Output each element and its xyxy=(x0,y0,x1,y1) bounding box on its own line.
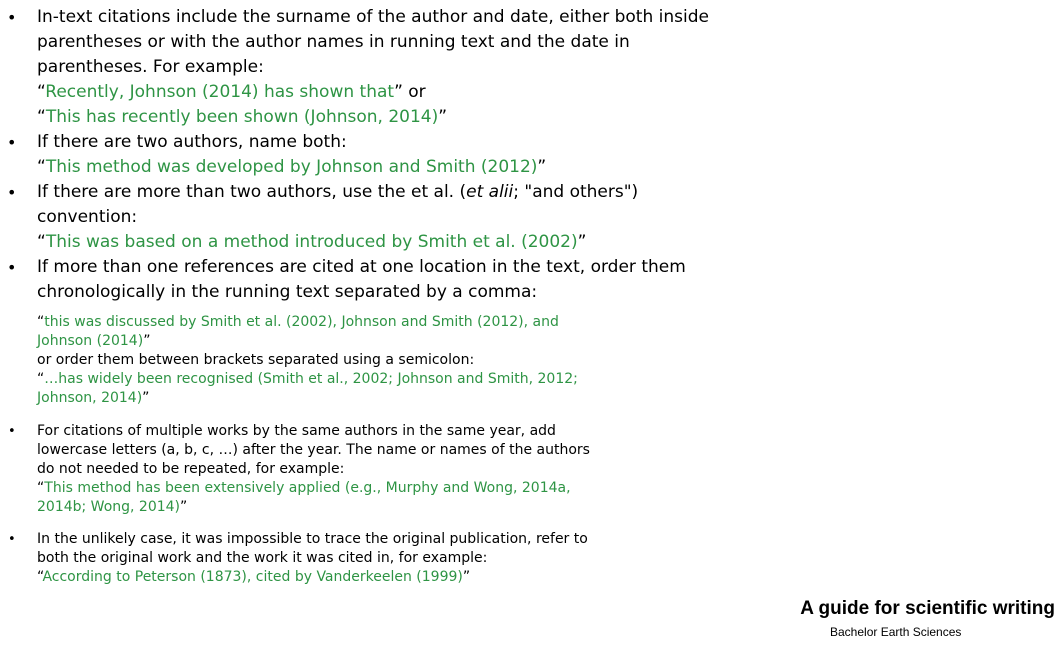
example-line: “This was based on a method introduced by Smith et al. (2002)” xyxy=(37,232,587,252)
example-line: “this was discussed by Smith et al. (2002), Johnson and Smith (2012), and xyxy=(37,314,559,330)
item-text: or order them between brackets separated using a semicolon: xyxy=(37,352,475,368)
example-line: “According to Peterson (1873), cited by Vanderkeelen (1999)” xyxy=(37,569,471,585)
bullet: • xyxy=(8,532,16,547)
item-text: do not needed to be repeated, for example: xyxy=(37,461,345,477)
bullet: • xyxy=(7,258,17,277)
item-text: If there are more than two authors, use the et al. (et alii; "and others") xyxy=(37,182,639,202)
bullet: • xyxy=(7,183,17,202)
footer-title: A guide for scientific writing xyxy=(800,598,1055,619)
item-text: For citations of multiple works by the same authors in the same year, add xyxy=(37,423,556,439)
list-item xyxy=(8,530,797,587)
item-text: parentheses or with the author names in running text and the date in xyxy=(37,32,630,52)
example-line: “This method has been extensively applied (e.g., Murphy and Wong, 2014a, xyxy=(37,480,571,496)
example-quote: this was discussed by Smith et al. (2002), Johnson and Smith (2012), and xyxy=(44,314,559,330)
bullet: • xyxy=(7,133,17,152)
bullet: • xyxy=(7,8,17,27)
latin-term: et alii xyxy=(466,182,514,202)
example-line: “…has widely been recognised (Smith et al., 2002; Johnson and Smith, 2012; xyxy=(37,371,578,387)
item-text: lowercase letters (a, b, c, …) after the year. The name or names of the authors xyxy=(37,442,590,458)
example-line: “Recently, Johnson (2014) has shown that” or xyxy=(37,82,426,102)
bullet: • xyxy=(8,424,16,439)
item-text: If more than one references are cited at one location in the text, order them xyxy=(37,257,686,277)
example-quote: Recently, Johnson (2014) has shown that xyxy=(45,82,395,102)
example-quote: Johnson (2014) xyxy=(37,333,144,349)
item-text: If there are two authors, name both: xyxy=(37,132,347,152)
item-text: convention: xyxy=(37,207,138,227)
item-text: both the original work and the work it was cited in, for example: xyxy=(37,550,488,566)
list-item xyxy=(8,422,797,517)
item-text: parentheses. For example: xyxy=(37,57,264,77)
example-quote: 2014b; Wong, 2014) xyxy=(37,499,181,515)
example-quote: According to Peterson (1873), cited by Vanderkeelen (1999) xyxy=(42,569,463,585)
example-line: “This method was developed by Johnson and Smith (2012)” xyxy=(37,157,547,177)
footer-subtitle: Bachelor Earth Sciences xyxy=(830,625,962,639)
example-line: “This has recently been shown (Johnson, 2014)” xyxy=(37,107,448,127)
example-block xyxy=(37,313,797,408)
example-quote: This method was developed by Johnson and Smith (2012) xyxy=(45,157,538,177)
example-quote: Johnson, 2014) xyxy=(37,390,143,406)
item-text: In the unlikely case, it was impossible to trace the original publication, refer to xyxy=(37,531,588,547)
example-quote: This method has been extensively applied (e.g., Murphy and Wong, 2014a, xyxy=(44,480,571,496)
example-quote: …has widely been recognised (Smith et al., 2002; Johnson and Smith, 2012; xyxy=(44,371,578,387)
list-item xyxy=(7,130,797,180)
example-line: Johnson (2014)” xyxy=(37,333,151,349)
item-text: In-text citations include the surname of the author and date, either both inside xyxy=(37,7,709,27)
example-quote: This was based on a method introduced by Smith et al. (2002) xyxy=(45,232,578,252)
example-line: Johnson, 2014)” xyxy=(37,390,150,406)
example-quote: This has recently been shown (Johnson, 2014) xyxy=(45,107,439,127)
list-item xyxy=(7,180,797,255)
list-item xyxy=(7,5,797,130)
example-line: 2014b; Wong, 2014)” xyxy=(37,499,188,515)
list-item xyxy=(7,255,797,305)
item-text: chronologically in the running text separated by a comma: xyxy=(37,282,538,302)
